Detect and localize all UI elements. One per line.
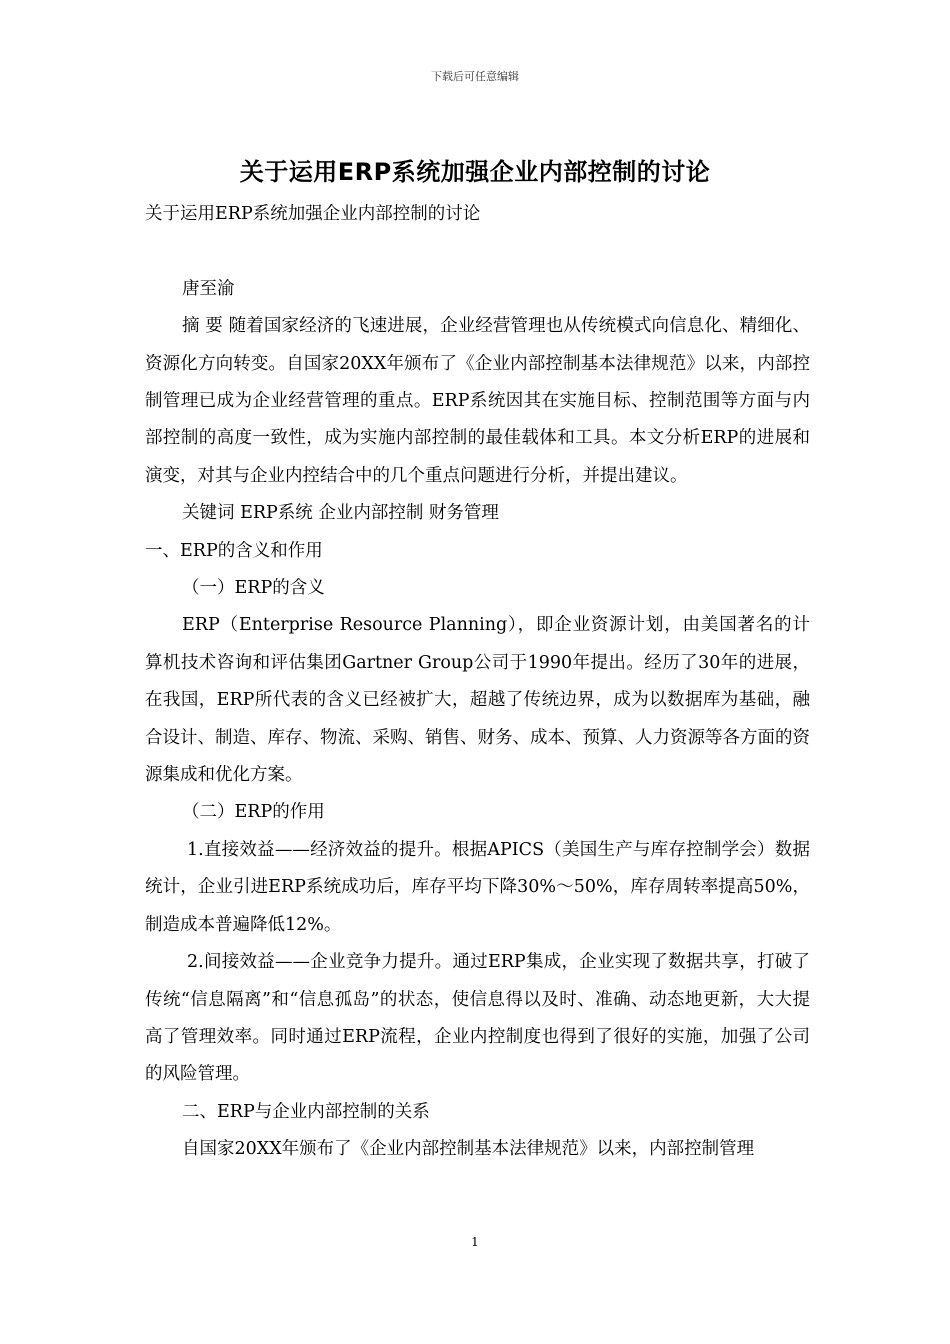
- section-1-2-heading: （二）ERP的作用: [182, 802, 325, 823]
- section-2-heading: 二、ERP与企业内部控制的关系: [182, 1101, 430, 1122]
- abstract-paragraph: 摘 要 随着国家经济的飞速进展，企业经营管理也从传统模式向信息化、精细化、资源化方向转变。自国家20XX年颁布了《企业内部控制基本法律规范》以来，内部控制管理已成为企业经营管理的重点。ERP系统因其在实施目标、控制范围等方面与内部控制的高度一致性，成为实施内部控制的最佳载体和工具。本文分析ERP的进展和演变，对其与企业内控结合中的几个重点问题进行分析，并提出建议。: [145, 316, 810, 486]
- list-item-1: 1.直接效益——经济效益的提升。根据APICS（美国生产与库存控制学会）数据统计，企业引进ERP系统成功后，库存平均下降30%～50%，库存周转率提高50%，制造成本普遍降低12%。: [145, 839, 810, 935]
- document-subtitle: 关于运用ERP系统加强企业内部控制的讨论: [145, 204, 481, 224]
- section-2-paragraph: 自国家20XX年颁布了《企业内部控制基本法律规范》以来，内部控制管理: [182, 1139, 755, 1160]
- section-1-1-heading: （一）ERP的含义: [182, 578, 325, 599]
- document-body: [145, 196, 810, 1169]
- page-number: 1: [471, 1235, 479, 1249]
- section-1-heading: 一、ERP的含义和作用: [145, 540, 323, 561]
- document-title: 关于运用ERP系统加强企业内部控制的讨论: [239, 158, 711, 186]
- keywords-line: 关键词 ERP系统 企业内部控制 财务管理: [182, 503, 499, 524]
- list-item-2: 2.间接效益——企业竞争力提升。通过ERP集成，企业实现了数据共享，打破了传统“信息隔离”和“信息孤岛”的状态，使信息得以及时、准确、动态地更新，大大提高了管理效率。同时通过ERP流程，企业内控制度也得到了很好的实施，加强了公司的风险管理。: [145, 952, 810, 1085]
- author-name: 唐至渝: [182, 278, 235, 299]
- section-1-1-paragraph: ERP（Enterprise Resource Planning），即企业资源计划，由美国著名的计算机技术咨询和评估集团Gartner Group公司于1990年提出。经历了30年的进展，在我国，ERP所代表的含义已经被扩大，超越了传统边界，成为以数据库为基础，融合设计、制造、库存、物流、采购、销售、财务、成本、预算、人力资源等各方面的资源集成和优化方案。: [145, 615, 810, 786]
- page-header: 下载后可任意编辑: [431, 70, 519, 83]
- blank-line: [145, 233, 810, 270]
